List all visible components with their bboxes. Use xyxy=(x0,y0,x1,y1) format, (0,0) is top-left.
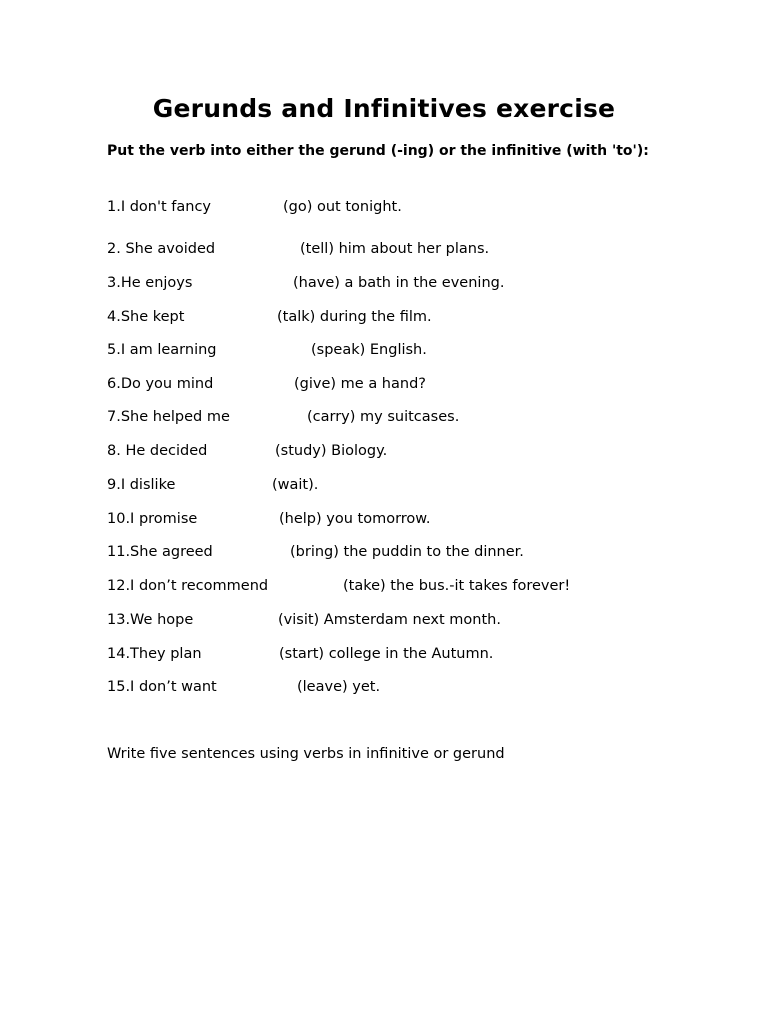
instruction-text: Put the verb into either the gerund (-ing) or the infinitive (with 'to'): xyxy=(107,143,649,159)
item-prompt: (start) college in the Autumn. xyxy=(279,646,494,662)
exercise-item-14 xyxy=(107,646,747,666)
item-prompt: (have) a bath in the evening. xyxy=(293,275,505,291)
item-prompt: (speak) English. xyxy=(311,342,427,358)
item-prompt: (carry) my suitcases. xyxy=(307,409,460,425)
exercise-item-2 xyxy=(107,241,747,261)
exercise-item-5 xyxy=(107,342,747,362)
exercise-item-8 xyxy=(107,443,747,463)
item-prompt: (visit) Amsterdam next month. xyxy=(278,612,501,628)
exercise-item-15 xyxy=(107,679,747,699)
exercise-item-10 xyxy=(107,511,747,531)
exercise-item-9 xyxy=(107,477,747,497)
item-prompt: (give) me a hand? xyxy=(294,376,426,392)
item-prompt: (go) out tonight. xyxy=(283,199,402,215)
item-prompt: (wait). xyxy=(272,477,319,493)
item-stem: 13.We hope xyxy=(107,612,194,628)
item-stem: 12.I don’t recommend xyxy=(107,578,269,594)
item-stem: 1.I don't fancy xyxy=(107,199,211,215)
item-stem: 7.She helped me xyxy=(107,409,230,425)
item-prompt: (tell) him about her plans. xyxy=(300,241,490,257)
item-prompt: (help) you tomorrow. xyxy=(279,511,431,527)
item-stem: 3.He enjoys xyxy=(107,275,193,291)
exercise-item-4 xyxy=(107,309,747,329)
item-prompt: (leave) yet. xyxy=(297,679,381,695)
exercise-item-12 xyxy=(107,578,747,598)
item-prompt: (bring) the puddin to the dinner. xyxy=(290,544,524,560)
item-prompt: (study) Biology. xyxy=(275,443,388,459)
exercise-item-1 xyxy=(107,199,747,219)
item-stem: 11.She agreed xyxy=(107,544,213,560)
exercise-item-3 xyxy=(107,275,747,295)
item-stem: 6.Do you mind xyxy=(107,376,214,392)
closing-instruction: Write five sentences using verbs in infinitive or gerund xyxy=(107,746,505,762)
item-prompt: (talk) during the film. xyxy=(277,309,432,325)
item-prompt: (take) the bus.-it takes forever! xyxy=(343,578,571,594)
item-stem: 9.I dislike xyxy=(107,477,176,493)
item-stem: 8. He decided xyxy=(107,443,208,459)
item-stem: 15.I don’t want xyxy=(107,679,217,695)
exercise-item-7 xyxy=(107,409,747,429)
item-stem: 2. She avoided xyxy=(107,241,216,257)
page-title: Gerunds and Infinitives exercise xyxy=(152,94,616,123)
exercise-item-6 xyxy=(107,376,747,396)
item-stem: 10.I promise xyxy=(107,511,198,527)
item-stem: 14.They plan xyxy=(107,646,202,662)
item-stem: 5.I am learning xyxy=(107,342,217,358)
exercise-item-11 xyxy=(107,544,747,564)
exercise-item-13 xyxy=(107,612,747,632)
item-stem: 4.She kept xyxy=(107,309,185,325)
